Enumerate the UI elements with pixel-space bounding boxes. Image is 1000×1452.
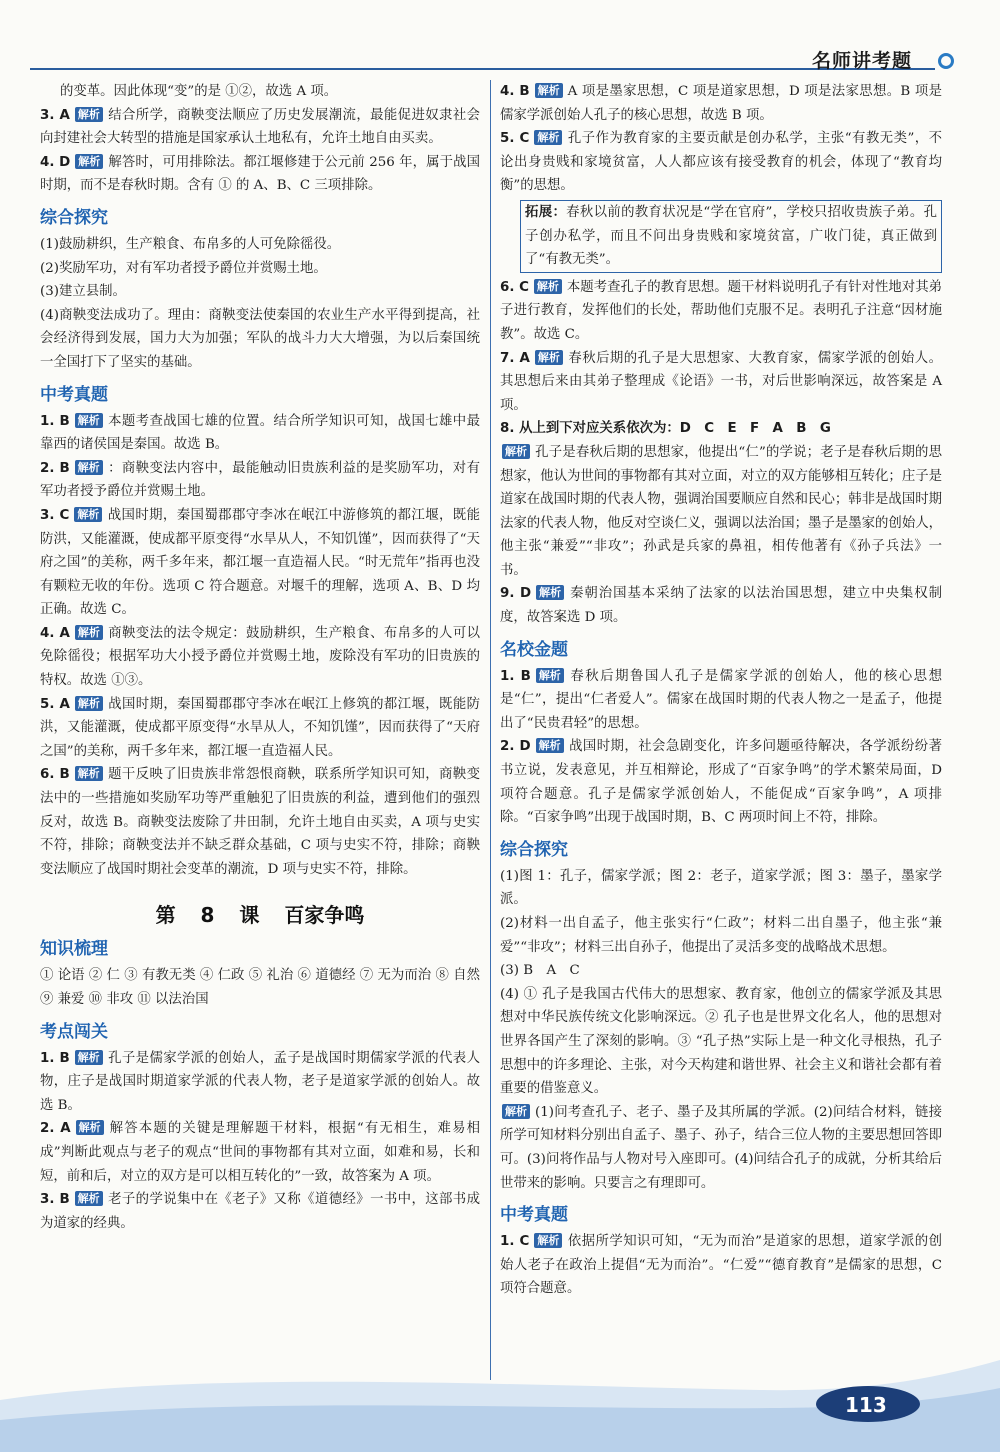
header-rule: [30, 68, 935, 70]
answer-item: 1. B 解析 春秋后期鲁国人孔子是儒家学派的创始人，他的核心思想是“仁”，提出“仁者爱人”。儒家在战国时期的代表人物之一是孟子，他提出了“民贵君轻”的思想。: [500, 668, 942, 731]
header-title: 名师讲考题: [812, 50, 913, 72]
left-column: [40, 80, 480, 1235]
analysis-tag: 解析: [74, 507, 102, 522]
answer-item: 2. A 解析 解答本题的关键是理解题干材料，根据“有无相生，难易相成”判断此观点与老子的观点“世间的事物都有其对立面，如难和易，长和短，前和后，对立的双方是可以相互转化的”一致，故答案为 A 项。: [40, 1121, 480, 1184]
analysis-tag: 解析: [534, 279, 562, 294]
right-column: [500, 80, 942, 1301]
analysis-tag: 解析: [75, 1050, 103, 1065]
explore-line: (4) ① 孔子是我国古代伟大的思想家、教育家，他创立的儒家学派及其思想对中华民族传统文化影响深远。② 孔子也是世界文化名人，他的思想对世界各国产生了深刻的影响。③ “孔子热”实际上是一种文化寻根热，孔子思想中的许多理论、主张，对今天构建和谐世界、社会主义和谐社会都有着重要的借鉴意义。: [500, 986, 942, 1097]
analysis-tag: 解析: [536, 668, 564, 683]
analysis-tag: 解析: [75, 154, 103, 169]
extension-text: 春秋以前的教育状况是“学在官府”，学校只招收贵族子弟。孔子创办私学，而且不问出身贵贱和家境贫富，广收门徒，真正做到了“有教无类”。: [525, 204, 937, 268]
answer-item: 4. B 解析 A 项是墨家思想，C 项是道家思想，D 项是法家思想。B 项是儒家学派创始人孔子的核心思想，故选 B 项。: [500, 84, 942, 123]
analysis-tag: 解析: [502, 1104, 530, 1119]
answer-item: 1. C 解析 依据所学知识可知，“无为而治”是道家的思想，道家学派的创始人老子在政治上提倡“无为而治”。“仁爱”“德育教育”是儒家的思想，C 项符合题意。: [500, 1234, 942, 1297]
explore-line: (1)图 1：孔子，儒家学派；图 2：老子，道家学派；图 3：墨子，墨家学派。: [500, 868, 942, 908]
analysis-tag: 解析: [502, 444, 530, 459]
analysis-tag: 解析: [75, 413, 103, 428]
explore-analysis: 解析 (1)问考查孔子、老子、墨子及其所属的学派。(2)问结合材料，链接所学可知材料分别出自孟子、墨子、孙子，结合三位人物的主要思想回答即可。(3)问将作品与人物对号入座即可。(4)问结合孔子的成就，分析其给后世带来的影响。只要言之有理即可。: [500, 1104, 942, 1191]
analysis-tag: 解析: [76, 1120, 104, 1135]
section-heading-exam: 中考真题: [40, 384, 108, 405]
extension-box: [520, 200, 942, 273]
answer-item: 7. A 解析 春秋后期的孔子是大思想家、大教育家，儒家学派的创始人。其思想后来由其弟子整理成《论语》一书，对后世影响深远，故答案是 A 项。: [500, 350, 943, 413]
column-divider: [490, 80, 491, 1380]
answer-item: 1. B 解析 本题考查战国七雄的位置。结合所学知识可知，战国七雄中最靠西的诸侯国是秦国。故选 B。: [40, 413, 480, 453]
explore-line: (2)奖励军功，对有军功者授予爵位并赏赐土地。: [40, 260, 327, 276]
section-heading-explore: 综合探究: [40, 207, 108, 228]
answer-item: 2. B 解析 ：商鞅变法内容中，最能触动旧贵族利益的是奖励军功，对有军功者授予爵位并赏赐土地。: [40, 460, 480, 500]
analysis-tag: 解析: [536, 738, 564, 753]
section-heading-explore: 综合探究: [500, 839, 568, 860]
knowledge-list: ① 论语 ② 仁 ③ 有教无类 ④ 仁政 ⑤ 礼治 ⑥ 道德经 ⑦ 无为而治 ⑧ 自然 ⑨ 兼爱 ⑩ 非攻 ⑪ 以法治国: [40, 968, 480, 1007]
analysis-tag: 解析: [535, 83, 563, 98]
analysis-tag: 解析: [75, 1191, 103, 1206]
answer-item: 6. C 解析 本题考查孔子的教育思想。题干材料说明孔子有针对性地对其弟子进行教育，发挥他们的长处，帮助他们克服不足。表明孔子注意“因材施教”。故选 C。: [500, 279, 942, 342]
analysis-tag: 解析: [75, 696, 103, 711]
analysis-tag: 解析: [75, 460, 103, 475]
explore-line: (1)鼓励耕织，生产粮食、布帛多的人可免除徭役。: [40, 236, 341, 252]
answer-item: 3. C 解析 战国时期，秦国蜀郡郡守李冰在岷江中游修筑的都江堰，既能防洪，又能灌溉，使成都平原变得“水旱从人，不知饥馑”，因而获得了“天府之国”的美称，两千多年来，都江堰一直造福人民。“时无荒年”指再也没有颗粒无收的年份。选项 C 符合题意。对堰千的理解，选项 A、B、D 均正确。故选 C。: [40, 507, 480, 618]
analysis-tag: 解析: [535, 350, 563, 365]
section-heading-exam: 中考真题: [500, 1205, 568, 1226]
explore-line: (3)建立县制。: [40, 284, 126, 300]
answer-item: 1. B 解析 孔子是儒家学派的创始人，孟子是战国时期儒家学派的代表人物，庄子是战国时期道家学派的代表人物，老子是道家学派的创始人。故选 B。: [40, 1050, 480, 1113]
section-heading-checkpoint: 考点闯关: [40, 1021, 108, 1042]
intro-continued: 的变革。因此体现“变”的是 ①②，故选 A 项。: [60, 84, 338, 99]
page-number: 113: [845, 1393, 887, 1417]
answer-item: 4. A 解析 商鞅变法的法令规定：鼓励耕织，生产粮食、布帛多的人可以免除徭役；根据军功大小授予爵位并赏赐土地，废除没有军功的旧贵族的特权。故选 ①③。: [40, 625, 480, 689]
section-heading-knowledge: 知识梳理: [40, 939, 108, 960]
analysis-tag: 解析: [75, 625, 103, 640]
answer-item: 5. C 解析 孔子作为教育家的主要贡献是创办私学，主张“有教无类”，不论出身贵贱和家境贫富，人人都应该有接受教育的机会，体现了“教育均衡”的思想。: [500, 131, 942, 194]
answer-item: 2. D 解析 战国时期，社会急剧变化，许多问题亟待解决，各学派纷纷著书立说，发表意见，并互相辩论，形成了“百家争鸣”的学术繁荣局面，D 项符合题意。孔子是儒家学派创始人，不能促成“百家争鸣”，A 项排除。“百家争鸣”出现于战国时期，B、C 两项时间上不符，排除。: [500, 739, 942, 826]
extension-label: 拓展：: [525, 204, 567, 220]
answer-item: 3. B 解析 老子的学说集中在《老子》又称《道德经》一书中，这部书成为道家的经典。: [40, 1192, 480, 1231]
answer-item-8-head: 8. 从上到下对应关系依次为：D C E F A B G: [500, 421, 831, 437]
analysis-tag: 解析: [534, 1233, 562, 1248]
analysis-tag: 解析: [534, 130, 562, 145]
answer-item: 9. D 解析 秦朝治国基本采纳了法家的以法治国思想，建立中央集权制度，故答案选 D 项。: [500, 586, 943, 626]
explore-line: (3) B A C: [500, 963, 580, 979]
answer-item-8-analysis: 解析 孔子是春秋后期的思想家，他提出“仁”的学说；老子是春秋后期的思想家，他认为世间的事物都有其对立面，对立的双方能够相互转化；庄子是道家在战国时期的代表人物，强调治国要顺应自然和民心；韩非是战国时期法家的代表人物，他反对空谈仁义，强调以法治国；墨子是墨家的创始人，他主张“兼爱”“非攻”；孙武是兵家的鼻祖，相传他著有《孙子兵法》一书。: [500, 444, 942, 578]
explore-line: (2)材料一出自孟子，他主张实行“仁政”；材料二出自墨子，他主张“兼爱”“非攻”；材料三出自孙子，他提出了灵活多变的战略战术思想。: [500, 916, 942, 955]
header-circle-icon: [938, 53, 954, 69]
lesson-title: 第 8 课 百家争鸣: [155, 903, 365, 928]
analysis-tag: 解析: [536, 585, 564, 600]
answer-item: 5. A 解析 战国时期，秦国蜀郡郡守李冰在岷江上修筑的都江堰，既能防洪，又能灌溉，使成都平原变得“水旱从人，不知饥馑”，因而获得了“天府之国”的美称，两千多年来，都江堰一直造福人民。: [40, 696, 480, 759]
answer-item: 3. A 解析 结合所学，商鞅变法顺应了历史发展潮流，最能促进奴隶社会向封建社会大转型的措施是国家承认土地私有，允许土地自由买卖。: [40, 107, 480, 147]
analysis-tag: 解析: [75, 107, 103, 122]
answer-item: 6. B 解析 题干反映了旧贵族非常怨恨商鞅，联系所学知识可知，商鞅变法中的一些措施如奖励军功等严重触犯了旧贵族的利益，遭到他们的强烈反对，故选 B。商鞅变法废除了井田制，允许土地自由买卖，A 项与史实不符，排除；商鞅变法并不缺乏群众基础，C 项与史实不符，排除；商鞅变法顺应了战国时期社会变革的潮流，D 项与史实不符，排除。: [40, 767, 480, 877]
explore-line: (4)商鞅变法成功了。理由：商鞅变法使秦国的农业生产水平得到提高，社会经济得到发展，国力大为加强；军队的战斗力大大增强，为以后秦国统一全国打下了坚实的基础。: [40, 307, 480, 370]
analysis-tag: 解析: [75, 766, 103, 781]
answer-item: 4. D 解析 解答时，可用排除法。都江堰修建于公元前 256 年，属于战国时期，而不是春秋时期。含有 ① 的 A、B、C 三项排除。: [40, 154, 480, 194]
section-heading-famous: 名校金题: [500, 639, 568, 660]
